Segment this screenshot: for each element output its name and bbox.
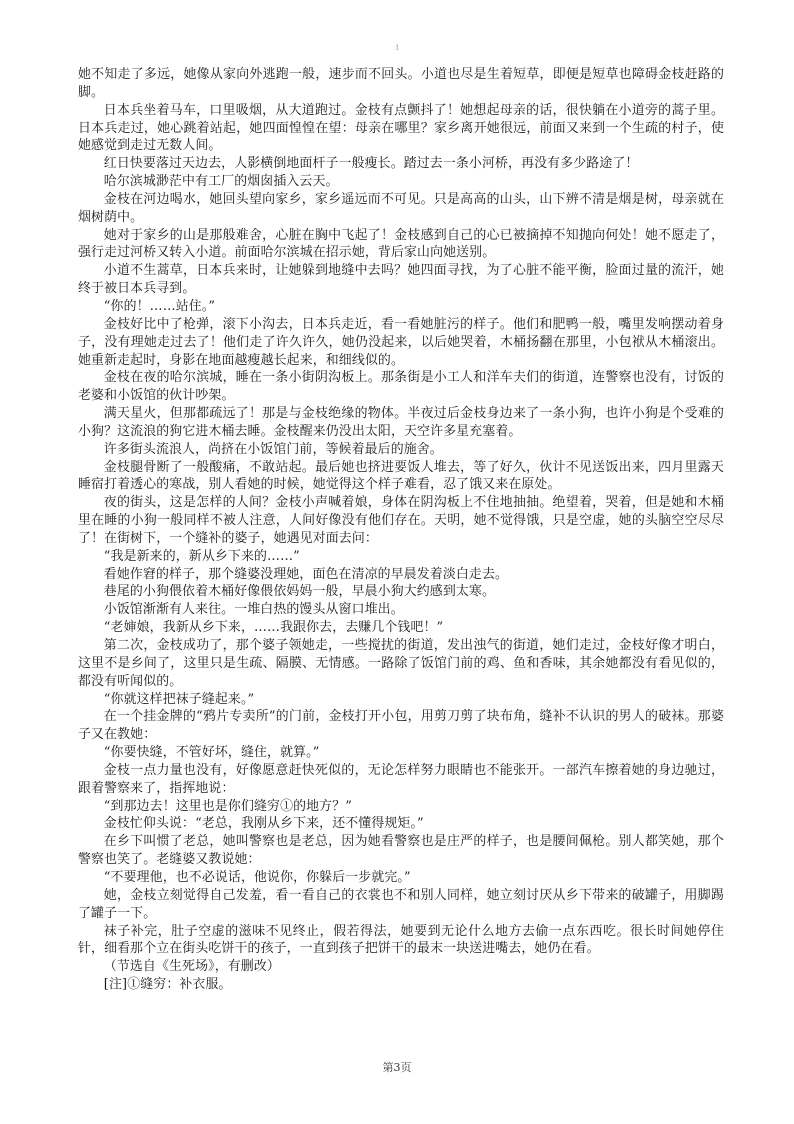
paragraph: 金枝在河边喝水，她回头望向家乡，家乡遥远而不可见。只是高高的山头，山下辨不清是烟是树，母亲就在烟树荫中。	[78, 191, 724, 225]
paragraph: 满天星火，但那都疏远了！那是与金枝绝缘的物体。半夜过后金枝身边来了一条小狗，也许小狗是个受难的小狗？这流浪的狗它进木桶去睡。金枝醒来仍没出太阳，天空许多星充塞着。	[78, 406, 724, 439]
paragraph: 哈尔滨城渺茫中有工厂的烟囱插入云天。	[103, 174, 339, 190]
paragraph: 金枝一点力量也没有，好像愿意赶快死似的，无论怎样努力眼睛也不能张开。一部汽车擦着她的身边驰过，跟着警察来了，指挥地说：	[78, 762, 724, 796]
paragraph: 袜子补完，肚子空虚的滋味不见终止，假若得法，她要到无论什么地方去偷一点东西吃。很长时间她停住针，细看那个立在街头吃饼干的孩子，一直到孩子把饼干的最末一块送进嘴去，她仍在看。	[78, 923, 724, 957]
paragraph: 小道不生蒿草，日本兵来时，让她躲到地缝中去吗？她四面寻找，为了心脏不能平衡，脸面过量的流汗，她终于被日本兵寻到。	[78, 263, 724, 297]
paragraph: 在乡下叫惯了老总，她叫警察也是老总，因为她看警察也是庄严的样子，也是腰间佩枪。别人都笑她，那个警察也笑了。老缝婆又教说她：	[78, 834, 724, 868]
paragraph: 在一个挂金牌的“鸦片专卖所”的门前，金枝打开小包，用剪刀剪了块布角，缝补不认识的男人的破袜。那婆子又在教她：	[78, 709, 724, 743]
article-body	[78, 66, 724, 994]
dialogue-line: “不要理他，也不必说话，他说你，你躲后一步就完。”	[103, 869, 411, 885]
paragraph: 夜的街头，这是怎样的人间？金枝小声喊着娘，身体在阴沟板上不住地抽抽。绝望着，哭着，但是她和木桶里在睡的小狗一般同样不被人注意，人间好像没有他们存在。天明，她不觉得饿，只是空虚，她的头脑空空尽尽了！在街树下，一个缝补的婆子，她遇见对面去问：	[78, 495, 724, 546]
paragraph: 第二次，金枝成功了，那个婆子领她走，一些搅扰的街道，发出浊气的街道，她们走过，金枝好像才明白，这里不是乡间了，这里只是生疏、隔膜、无情感。一路除了饭馆门前的鸡、鱼和香味，其余她都没有看见似的，都没有听闻似的。	[78, 638, 724, 689]
paragraph: 日本兵坐着马车，口里吸烟，从大道跑过。金枝有点颤抖了！她想起母亲的话，很快躺在小道旁的蒿子里。日本兵走过，她心跳着站起，她四面惶惶在望：母亲在哪里？家乡离开她很远，前面又来到一个生疏的村子，使她感觉到走过无数人间。	[78, 102, 724, 154]
page-number: 第3页	[382, 1061, 412, 1074]
paragraph: 许多街头流浪人，尚挤在小饭馆门前，等候着最后的施舍。	[103, 441, 443, 457]
paragraph: 她不知走了多远，她像从家向外逃跑一般，速步而不回头。小道也尽是生着短草，即便是短草也障碍金枝赶路的脚。	[78, 67, 724, 100]
paragraph: 金枝腿骨断了一般酸痛，不敢站起。最后她也挤进要饭人堆去，等了好久，伙计不见送饭出来，四月里露天睡宿打着透心的寒战，别人看她的时候，她觉得这个样子难看，忍了饿又来在原处。	[78, 459, 724, 493]
paragraph: 金枝忙仰头说：“老总，我刚从乡下来，还不懂得规矩。”	[103, 816, 424, 832]
footnote: [注]①缝穷：补衣服。	[103, 977, 232, 993]
dialogue-line: “老婶娘，我新从乡下来，……我跟你去，去赚几个钱吧！”	[103, 620, 444, 636]
paragraph: 金枝好比中了枪弹，滚下小沟去，日本兵走近，看一看她脏污的样子。他们和肥鸭一般，嘴里发响摆动着身子，没有理她走过去了！他们走了许久许久，她仍没起来，以后她哭着，木桶扬翻在那里，小包袱从木桶滚出。她重新走起时，身影在地面越瘦越长起来，和细线似的。	[78, 316, 724, 368]
dialogue-line: “我是新来的，新从乡下来的……”	[103, 548, 300, 564]
paragraph: 看她作窘的样子，那个缝婆没理她，面色在清凉的早晨发着淡白走去。	[103, 566, 509, 582]
paragraph: 她对于家乡的山是那般难舍，心脏在胸中飞起了！金枝感到自己的心已被摘掉不知抛向何处！她不愿走了，强行走过河桥又转入小道。前面哈尔滨城在招示她，背后家山向她送别。	[78, 227, 724, 261]
dialogue-line: “你的！……站住。”	[103, 298, 216, 314]
paragraph: 巷尾的小狗偎依着木桶好像偎依妈妈一般，早晨小狗大约感到太寒。	[103, 584, 496, 600]
dialogue-line: “你要快缝，不管好坏，缝住，就算。”	[103, 745, 320, 761]
header-mark: 1	[395, 44, 400, 52]
dialogue-line: “你就这样把袜子缝起来。”	[103, 691, 255, 707]
source-citation: （节选自《生死场》，有删改）	[103, 959, 280, 975]
paragraph: 金枝在夜的哈尔滨城，睡在一条小街阴沟板上。那条街是小工人和洋车夫们的街道，连警察也没有，讨饭的老婆和小饭馆的伙计吵架。	[78, 370, 724, 404]
paragraph: 小饭馆渐渐有人来往。一堆白热的馒头从窗口堆出。	[103, 602, 404, 618]
dialogue-line: “到那边去！这里也是你们缝穷①的地方？”	[103, 798, 353, 814]
paragraph: 红日快要落过天边去，人影横倒地面杆子一般瘦长。踏过去一条小河桥，再没有多少路途了！	[103, 156, 639, 172]
paragraph: 她，金枝立刻觉得自己发羞，看一看自己的衣裳也不和别人同样，她立刻讨厌从乡下带来的破罐子，用脚踢了罐子一下。	[78, 887, 724, 921]
